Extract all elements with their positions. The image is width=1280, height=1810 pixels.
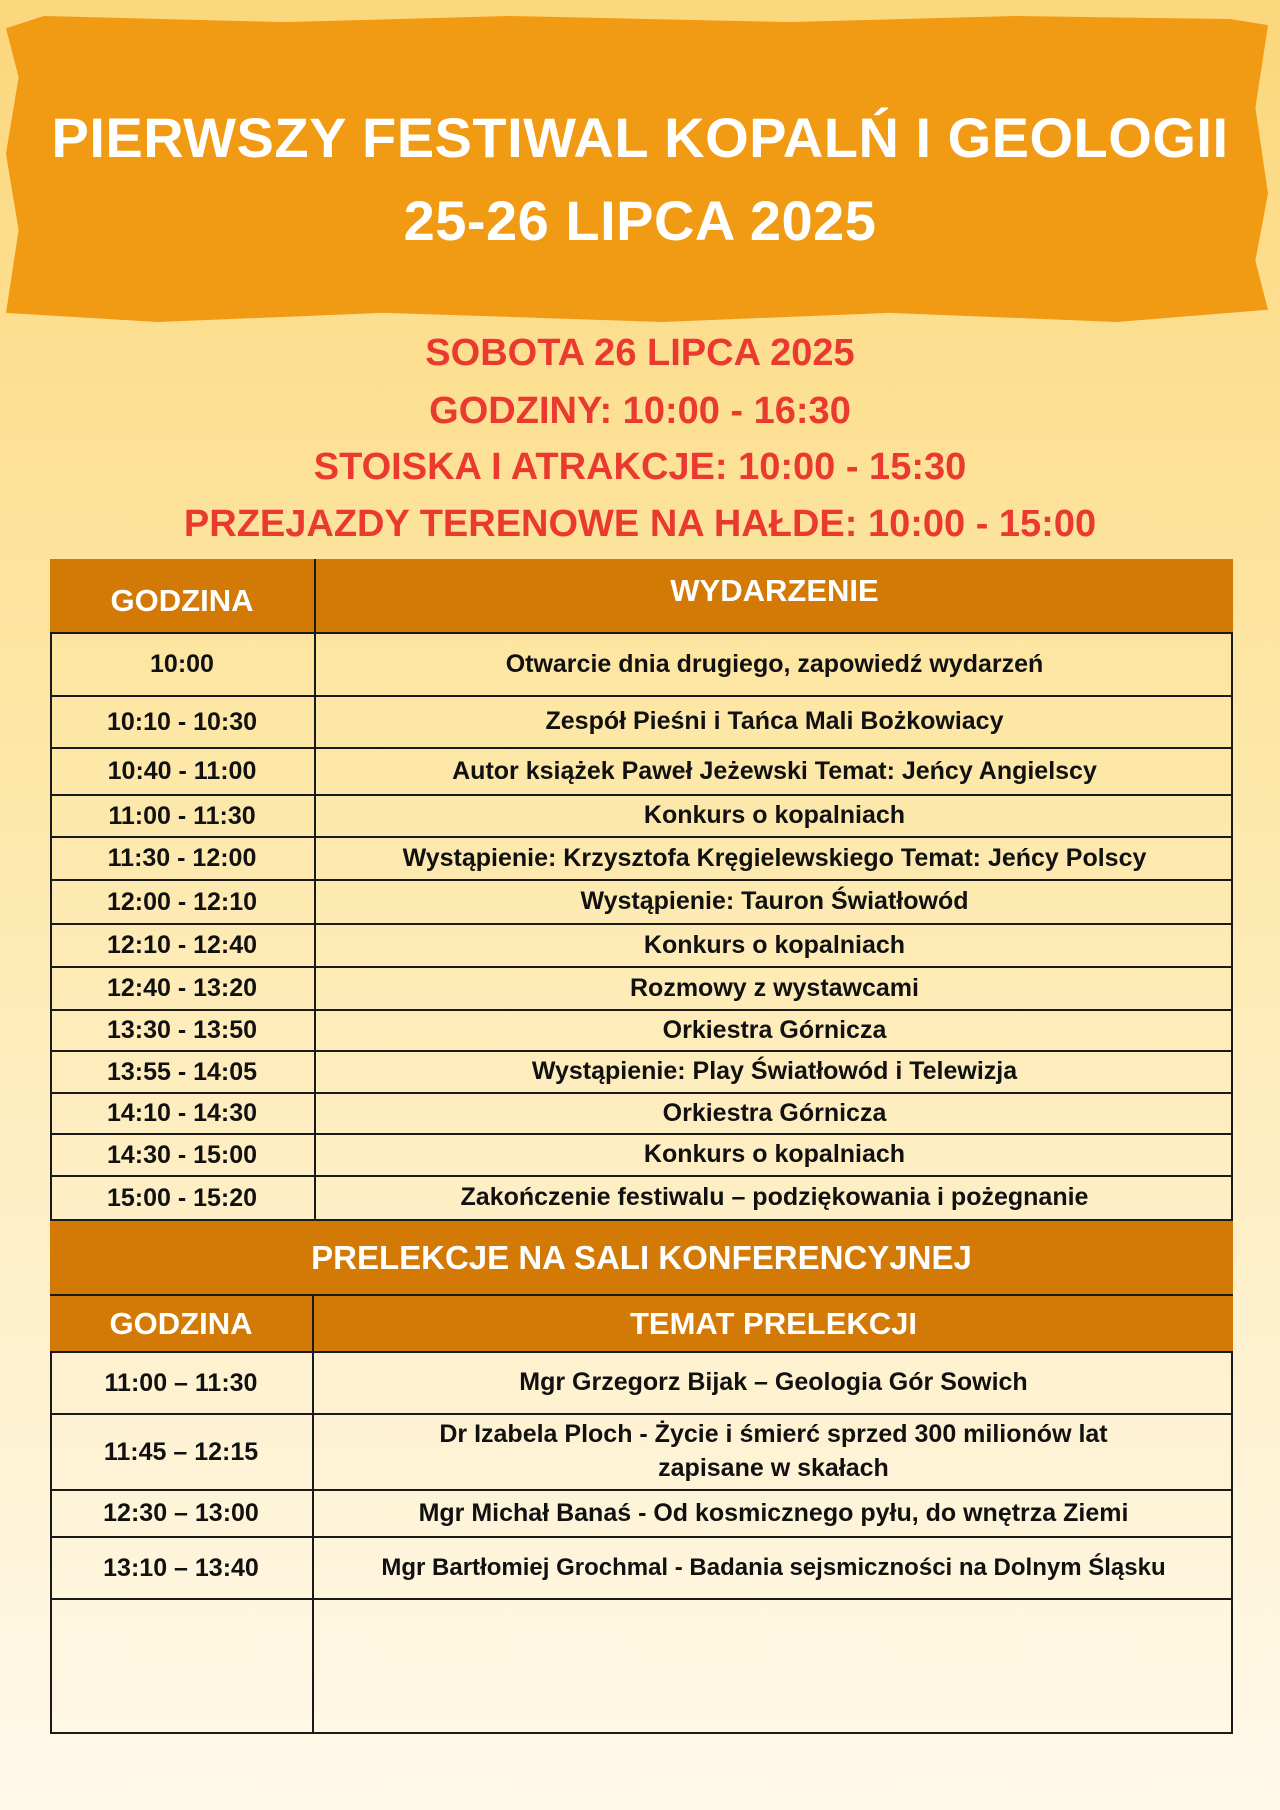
table-row <box>50 1135 1233 1177</box>
schedule-time-cell: 15:00 - 15:20 <box>106 1183 258 1212</box>
schedule-event-cell: Konkurs o kopalniach <box>314 796 1233 836</box>
lectures-header-row <box>50 1296 1233 1353</box>
schedule-event-cell: Orkiestra Górnicza <box>314 1094 1233 1133</box>
schedule-time-cell: 12:10 - 12:40 <box>106 931 258 959</box>
offroad-rides-hours: PRZEJAZDY TERENOWE NA HAŁDE: 10:00 - 15:00 <box>183 503 1097 545</box>
schedule-time-cell: 14:10 - 14:30 <box>106 1099 258 1127</box>
schedule-event-cell: Konkurs o kopalniach <box>314 925 1233 966</box>
schedule-time-cell: 12:40 - 13:20 <box>106 974 258 1002</box>
lecture-time-cell: 12:30 – 13:00 <box>103 1499 259 1527</box>
stands-hours: STOISKA I ATRAKCJE: 10:00 - 15:30 <box>313 446 967 488</box>
table-row <box>50 1011 1233 1052</box>
table-row <box>50 881 1233 925</box>
festival-title: PIERWSZY FESTIWAL KOPALŃ I GEOLOGII <box>51 106 1229 169</box>
schedule-event-cell: Konkurs o kopalniach <box>314 1135 1233 1175</box>
schedule-event-cell: Zespół Pieśni i Tańca Mali Bożkowiacy <box>314 697 1233 747</box>
lecture-time-cell <box>50 1600 312 1734</box>
table-row <box>50 1353 1233 1415</box>
schedule-event-cell: Wystąpienie: Tauron Światłowód <box>314 881 1233 923</box>
schedule-col-time-header: GODZINA <box>110 582 254 618</box>
day-heading: SOBOTA 26 LIPCA 2025 <box>425 332 855 374</box>
schedule-time-cell: 10:10 - 10:30 <box>106 707 258 736</box>
schedule-time-cell: 11:30 - 12:00 <box>107 844 257 872</box>
opening-hours: GODZINY: 10:00 - 16:30 <box>429 390 851 432</box>
lectures-col-topic-header: TEMAT PRELEKCJI <box>312 1296 1233 1351</box>
schedule-event-cell: Wystąpienie: Krzysztofa Kręgielewskiego Temat: Jeńcy Polscy <box>314 838 1233 879</box>
table-row <box>50 1177 1233 1219</box>
table-row <box>50 1491 1233 1538</box>
lecture-time-cell: 11:45 – 12:15 <box>103 1437 259 1466</box>
lecture-topic-cell: Mgr Michał Banaś - Od kosmicznego pyłu, do wnętrza Ziemi <box>312 1491 1233 1536</box>
schedule-time-cell: 10:00 <box>150 650 214 678</box>
schedule-time-cell: 10:40 - 11:00 <box>107 757 257 785</box>
table-row <box>50 1415 1233 1491</box>
table-row <box>50 838 1233 881</box>
lecture-time-cell: 13:10 – 13:40 <box>103 1553 259 1582</box>
lecture-topic-cell: Mgr Bartłomiej Grochmal - Badania sejsmiczności na Dolnym Śląsku <box>312 1538 1233 1598</box>
schedule-event-cell: Orkiestra Górnicza <box>314 1011 1233 1050</box>
festival-dates: 25-26 LIPCA 2025 <box>403 189 877 252</box>
table-row <box>50 1052 1233 1094</box>
table-row <box>50 796 1233 838</box>
schedule-time-cell: 11:00 - 11:30 <box>108 801 256 830</box>
schedule-time-cell: 14:30 - 15:00 <box>106 1140 258 1169</box>
schedule-event-cell: Zakończenie festiwalu – podziękowania i pożegnanie <box>314 1177 1233 1219</box>
schedule-event-cell: Rozmowy z wystawcami <box>314 968 1233 1009</box>
table-row <box>50 697 1233 749</box>
lectures-section-title: PRELEKCJE NA SALI KONFERENCYJNEJ <box>50 1219 1233 1296</box>
schedule-time-cell: 13:55 - 14:05 <box>106 1057 258 1086</box>
schedule-event-cell: Otwarcie dnia drugiego, zapowiedź wydarzeń <box>314 634 1233 695</box>
lecture-topic-cell <box>312 1600 1233 1734</box>
schedule-time-cell: 13:30 - 13:50 <box>106 1016 258 1044</box>
table-row <box>50 1094 1233 1135</box>
lectures-col-time-header: GODZINA <box>109 1305 253 1341</box>
title-banner <box>6 16 1268 322</box>
lecture-topic-cell: Dr Izabela Ploch - Życie i śmierć sprzed 300 milionów lat zapisane w skałach <box>312 1415 1233 1489</box>
table-row <box>50 634 1233 697</box>
table-row <box>50 1538 1233 1600</box>
schedule-time-cell: 12:00 - 12:10 <box>106 887 258 916</box>
schedule-col-event-header: WYDARZENIE <box>314 559 1233 632</box>
lecture-topic-cell: Mgr Grzegorz Bijak – Geologia Gór Sowich <box>312 1353 1233 1413</box>
table-row <box>50 968 1233 1011</box>
table-row <box>50 749 1233 796</box>
lecture-time-cell: 11:00 – 11:30 <box>104 1368 258 1397</box>
schedule-event-cell: Wystąpienie: Play Światłowód i Telewizja <box>314 1052 1233 1092</box>
table-row <box>50 925 1233 968</box>
schedule-event-cell: Autor książek Paweł Jeżewski Temat: Jeńcy Angielscy <box>314 749 1233 794</box>
schedule-header-row <box>50 559 1233 634</box>
table-row-empty <box>50 1600 1233 1734</box>
